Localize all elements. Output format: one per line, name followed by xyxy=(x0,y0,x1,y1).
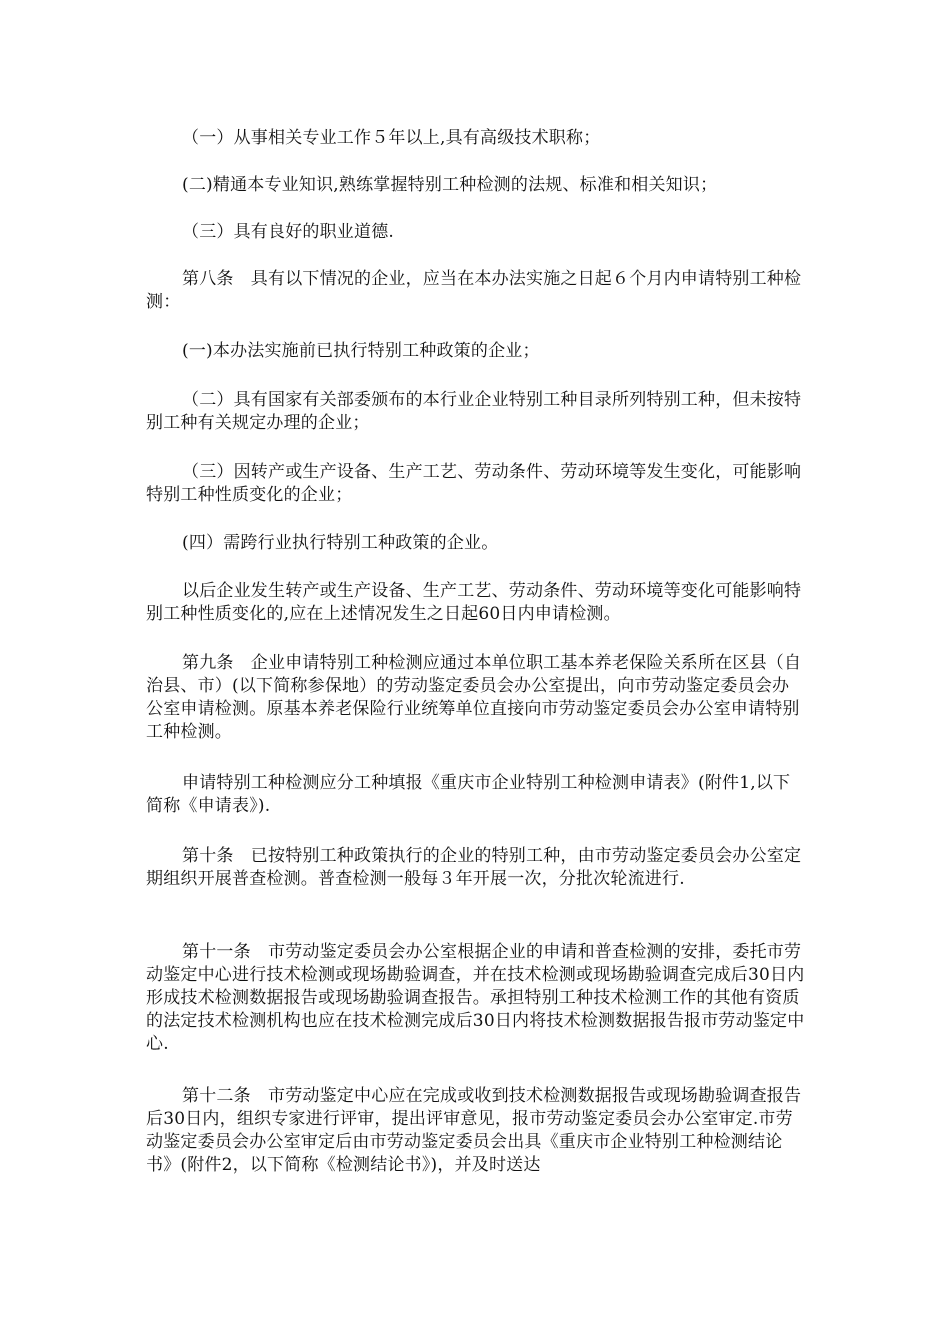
paragraph-article-12: 第十二条 市劳动鉴定中心应在完成或收到技术检测数据报告或现场勘验调查报告后30日内，组织专家进行评审，提出评审意见，报市劳动鉴定委员会办公室审定.市劳动鉴定委员会办公室审定后由市劳动鉴定委员会出具《重庆市企业特别工种检测结论书》(附件2，以下简称《检测结论书》)，并及时送达 xyxy=(146,1086,802,1175)
paragraph-article-8-item-2: （二）具有国家有关部委颁布的本行业企业特别工种目录所列特别工种，但未按特别工种有关规定办理的企业； xyxy=(146,390,802,433)
paragraph-qualification-3: （三）具有良好的职业道德. xyxy=(182,222,395,242)
paragraph-qualification-1: （一）从事相关专业工作５年以上,具有高级技术职称； xyxy=(182,128,601,148)
paragraph-article-10: 第十条 已按特别工种政策执行的企业的特别工种，由市劳动鉴定委员会办公室定期组织开展普查检测。普查检测一般每３年开展一次，分批次轮流进行. xyxy=(146,846,802,889)
paragraph-article-8-item-4: (四）需跨行业执行特别工种政策的企业。 xyxy=(182,533,499,553)
paragraph-article-8-item-3: （三）因转产或生产设备、生产工艺、劳动条件、劳动环境等发生变化，可能影响特别工种性质变化的企业； xyxy=(146,462,802,505)
paragraph-article-8-item-1: (一)本办法实施前已执行特别工种政策的企业； xyxy=(182,341,540,361)
paragraph-later-changes: 以后企业发生转产或生产设备、生产工艺、劳动条件、劳动环境等变化可能影响特别工种性质变化的,应在上述情况发生之日起60日内申请检测。 xyxy=(146,581,802,624)
paragraph-article-8: 第八条 具有以下情况的企业，应当在本办法实施之日起６个月内申请特别工种检测： xyxy=(146,269,802,312)
paragraph-qualification-2: (二)精通本专业知识,熟练掌握特别工种检测的法规、标准和相关知识； xyxy=(182,175,718,195)
paragraph-article-9: 第九条 企业申请特别工种检测应通过本单位职工基本养老保险关系所在区县（自治县、市）(以下简称参保地）的劳动鉴定委员会办公室提出，向市劳动鉴定委员会办公室申请检测。原基本养老保险行业统筹单位直接向市劳动鉴定委员会办公室申请特别工种检测。 xyxy=(146,653,802,742)
paragraph-article-11: 第十一条 市劳动鉴定委员会办公室根据企业的申请和普查检测的安排，委托市劳动鉴定中心进行技术检测或现场勘验调查，并在技术检测或现场勘验调查完成后30日内形成技术检测数据报告或现场勘验调查报告。承担特别工种技术检测工作的其他有资质的法定技术检测机构也应在技术检测完成后30日内将技术检测数据报告报市劳动鉴定中心. xyxy=(146,942,805,1054)
paragraph-application-form: 申请特别工种检测应分工种填报《重庆市企业特别工种检测申请表》(附件1,以下简称《申请表》). xyxy=(146,773,791,816)
